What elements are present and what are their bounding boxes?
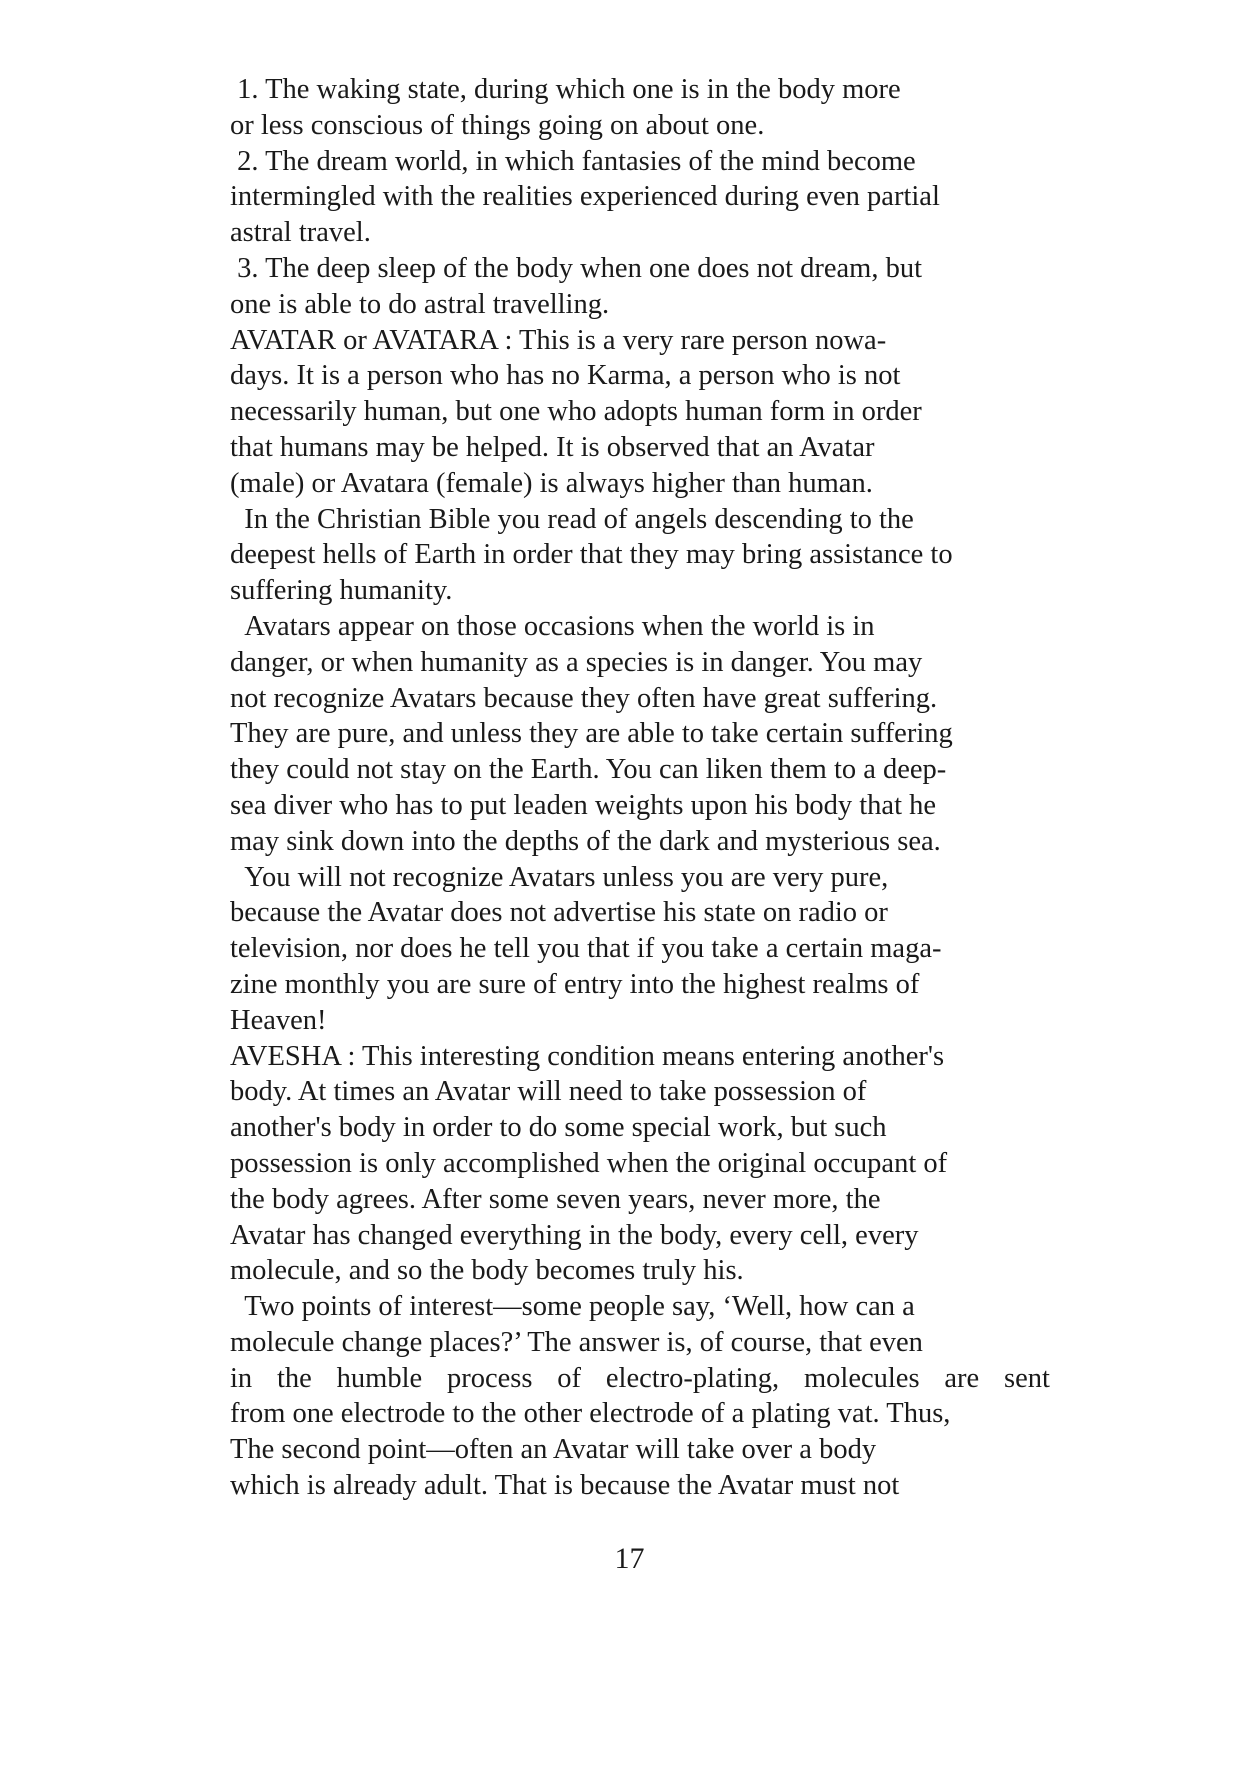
page-number: 17 bbox=[614, 1542, 645, 1575]
word: the bbox=[277, 1362, 312, 1394]
text-line: 1. The waking state, during which one is in the body more bbox=[230, 74, 901, 105]
justified-text-line bbox=[230, 1361, 1050, 1397]
text-line: zine monthly you are sure of entry into the highest realms of bbox=[230, 968, 920, 1000]
word: process bbox=[446, 1362, 533, 1394]
word: humble bbox=[336, 1362, 423, 1394]
text-line: Heaven! bbox=[230, 1004, 327, 1036]
word: of bbox=[557, 1362, 582, 1394]
text-line: or less conscious of things going on about one. bbox=[230, 109, 765, 141]
body-text bbox=[230, 72, 1050, 1504]
text-line: from one electrode to the other electrode of a plating vat. Thus, bbox=[230, 1398, 951, 1430]
text-line: 3. The deep sleep of the body when one does not dream, but bbox=[230, 252, 923, 284]
text-line: deepest hells of Earth in order that they may bring assistance to bbox=[230, 539, 953, 571]
text-line: molecule change places?’ The answer is, of course, that even bbox=[230, 1326, 923, 1358]
text-line: television, nor does he tell you that if you take a certain maga- bbox=[230, 933, 942, 965]
text-line: You will not recognize Avatars unless you are very pure, bbox=[230, 861, 889, 893]
text-line: the body agrees. After some seven years, never more, the bbox=[230, 1183, 881, 1215]
text-line: they could not stay on the Earth. You can liken them to a deep- bbox=[230, 754, 947, 786]
word: are bbox=[944, 1362, 980, 1394]
text-line: another's body in order to do some special work, but such bbox=[230, 1112, 887, 1144]
text-line: possession is only accomplished when the original occupant of bbox=[230, 1147, 948, 1179]
text-line: one is able to do astral travelling. bbox=[230, 288, 610, 320]
text-line: astral travel. bbox=[230, 217, 371, 249]
text-line: which is already adult. That is because the Avatar must not bbox=[230, 1470, 900, 1502]
text-line: necessarily human, but one who adopts human form in order bbox=[230, 396, 922, 428]
text-line: Two points of interest—some people say, ‘Well, how can a bbox=[230, 1291, 915, 1323]
text-line: days. It is a person who has no Karma, a person who is not bbox=[230, 360, 901, 392]
text-line: body. At times an Avatar will need to take possession of bbox=[230, 1076, 867, 1108]
text-line: intermingled with the realities experienced during even partial bbox=[230, 181, 940, 213]
text-line: AVATAR or AVATARA : This is a very rare person nowa- bbox=[230, 324, 887, 356]
text-line: that humans may be helped. It is observed that an Avatar bbox=[230, 431, 875, 463]
text-line: AVESHA : This interesting condition means entering another's bbox=[230, 1040, 945, 1072]
text-line: They are pure, and unless they are able to take certain suffering bbox=[230, 718, 953, 750]
word: sent bbox=[1004, 1362, 1050, 1394]
text-line: In the Christian Bible you read of angels descending to the bbox=[230, 503, 914, 535]
word: electro-plating, bbox=[605, 1362, 780, 1394]
text-line: may sink down into the depths of the dark and mysterious sea. bbox=[230, 825, 941, 857]
text-line: The second point—often an Avatar will take over a body bbox=[230, 1434, 877, 1466]
text-line: suffering humanity. bbox=[230, 575, 453, 607]
text-line: molecule, and so the body becomes truly his. bbox=[230, 1255, 744, 1287]
word: molecules bbox=[804, 1362, 920, 1394]
text-line: not recognize Avatars because they often have great suffering. bbox=[230, 682, 938, 714]
text-line: sea diver who has to put leaden weights upon his body that he bbox=[230, 789, 937, 821]
text-line: Avatars appear on those occasions when the world is in bbox=[230, 610, 875, 642]
text-line: (male) or Avatara (female) is always higher than human. bbox=[230, 467, 873, 499]
text-line: danger, or when humanity as a species is in danger. You may bbox=[230, 646, 923, 678]
text-line: Avatar has changed everything in the body, every cell, every bbox=[230, 1219, 919, 1251]
text-line: because the Avatar does not advertise his state on radio or bbox=[230, 897, 888, 929]
word: in bbox=[230, 1362, 253, 1394]
text-line: 2. The dream world, in which fantasies of the mind become bbox=[230, 145, 916, 177]
